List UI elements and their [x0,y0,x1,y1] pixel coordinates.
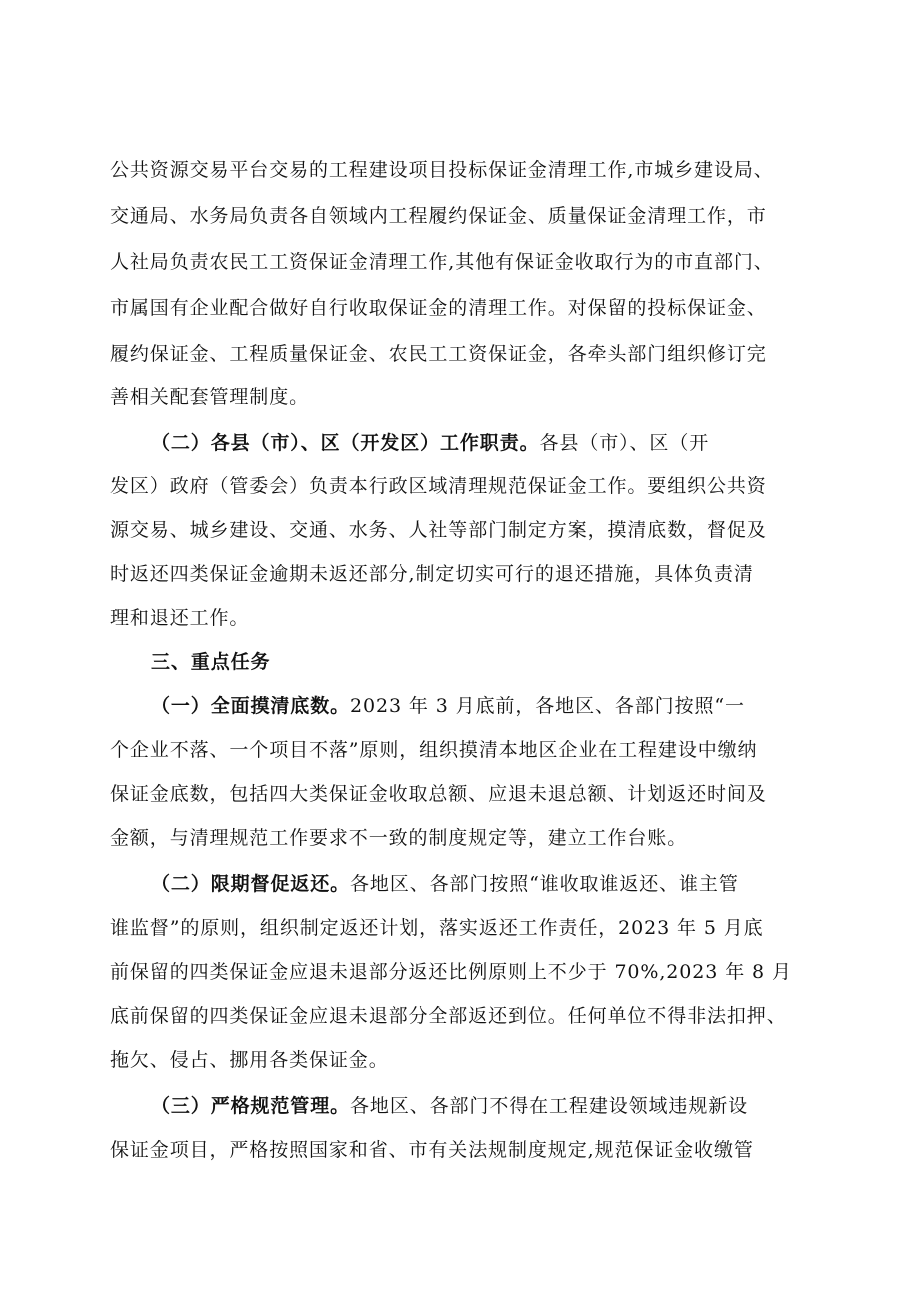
paragraph-heading: （三）严格规范管理。 [151,1095,351,1117]
paragraph-heading: （一）全面摸清底数。 [151,695,351,717]
paragraph-first-line [151,431,831,455]
body-text-line: 理和退还工作。 [110,607,250,629]
body-text: 各县（市）、区（开 [539,432,710,454]
paragraph-heading: （二）限期督促返还。 [151,873,351,895]
body-text-line: 市属国有企业配合做好自行收取保证金的清理工作。对保留的投标保证金、 [110,297,767,319]
body-text: 各地区、各部门按照“谁收取谁返还、谁主管 [350,873,739,895]
body-text-line: 底前保留的四类保证金应退未退部分全部返还到位。任何单位不得非法扣押、 [110,1005,787,1027]
body-text-line: 交通局、水务局负责各自领域内工程履约保证金、质量保证金清理工作，市 [110,205,767,227]
body-text-line: 个企业不落、一个项目不落”原则，组织摸清本地区企业在工程建设中缴纳 [110,739,758,761]
body-text-line: 保证金底数，包括四大类保证金收取总额、应退未退总额、计划返还时间及 [110,783,767,805]
body-text-line: 公共资源交易平台交易的工程建设项目投标保证金清理工作,市城乡建设局、 [110,159,774,181]
body-text-line: 金额，与清理规范工作要求不一致的制度规定等，建立工作台账。 [110,827,688,849]
paragraph-first-line [151,1094,831,1118]
section-title: 三、重点任务 [151,651,271,673]
paragraph-first-line [151,872,831,896]
body-text-line: 谁监督”的原则，组织制定返还计划，落实返还工作责任，2023 年 5 月底 [110,917,764,939]
paragraph-heading: （二）各县（市）、区（开发区）工作职责。 [151,432,540,454]
body-text: 2023 年 3 月底前，各地区、各部门按照“一 [350,695,745,717]
body-text-line: 人社局负责农民工工资保证金清理工作,其他有保证金收取行为的市直部门、 [110,251,774,273]
body-text-line: 发区）政府（管委会）负责本行政区域清理规范保证金工作。要组织公共资 [110,475,767,497]
body-text-line: 履约保证金、工程质量保证金、农民工工资保证金，各牵头部门组织修订完 [110,343,767,365]
body-text-line: 保证金项目，严格按照国家和省、市有关法规制度规定,规范保证金收缴管 [110,1139,754,1161]
body-text-line: 善相关配套管理制度。 [110,386,310,408]
body-text-line: 前保留的四类保证金应退未退部分返还比例原则上不少于 70%,2023 年 8 月 [110,961,792,983]
body-text-line: 时返还四类保证金逾期未返还部分,制定切实可行的退还措施，具体负责清 [110,563,754,585]
body-text-line: 拖欠、侵占、挪用各类保证金。 [110,1049,389,1071]
body-text-line: 源交易、城乡建设、交通、水务、人社等部门制定方案，摸清底数，督促及 [110,519,767,541]
body-text: 各地区、各部门不得在工程建设领域违规新设 [350,1095,749,1117]
paragraph-first-line [151,694,831,718]
